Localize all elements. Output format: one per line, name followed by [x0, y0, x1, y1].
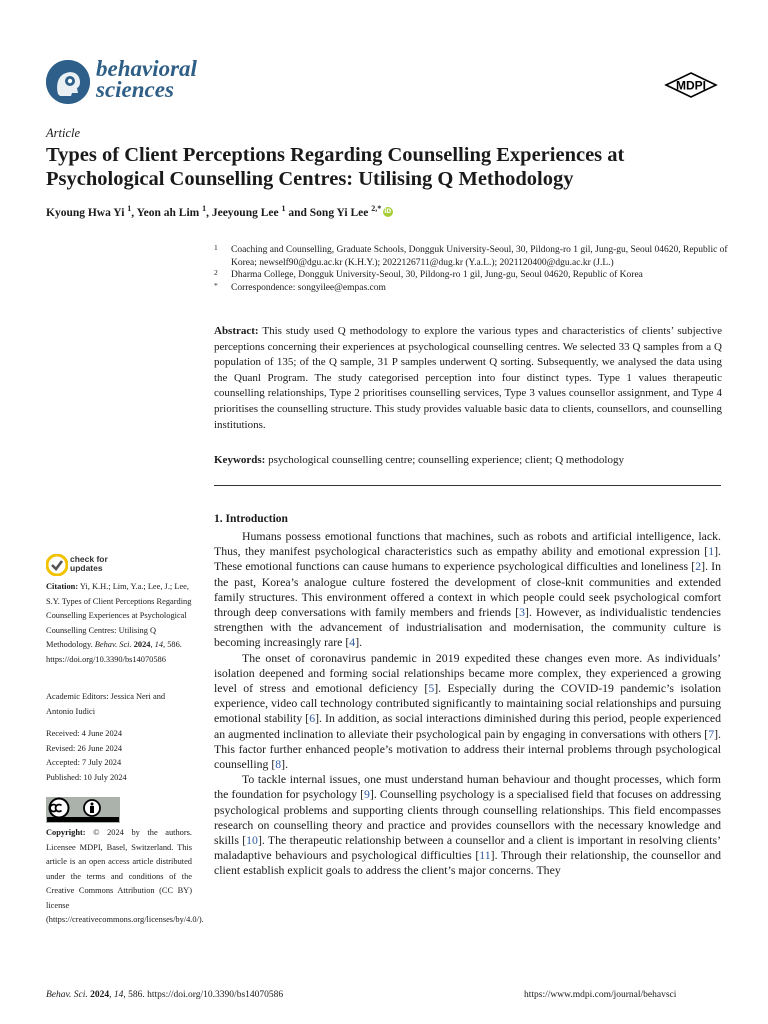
author-separator: ,	[206, 206, 212, 219]
publisher-name: MDPI	[676, 78, 706, 93]
body-text	[214, 529, 721, 879]
journal-logo-icon	[46, 60, 90, 104]
body-text-run: The onset of coronavirus pandemic in 2019 expedited these changes even more. As individuals’ isolation deepened and forming social relationships became more complex, they experienced a growing level of stress and emotional deficiency [	[214, 650, 721, 696]
body-text-run: Humans possess emotional functions that machines, such as robots and artificial intelligence, lack. Thus, they manifest psychological characteristics such as empathy ability and emotional expression [	[214, 529, 721, 559]
citation-journal: Behav. Sci.	[94, 640, 132, 649]
body-text-run: ]. However, as individualistic tendencies strengthen with the advancement of industrialisation and modernisation, the community culture is becoming increasingly rare [	[214, 605, 722, 650]
footer-journal-url[interactable]: https://www.mdpi.com/journal/behavsci	[524, 990, 677, 1000]
keywords	[214, 453, 722, 468]
body-text-run: ]. Through their relationship, the counsellor and client establish explicit goals to address the client’s major concerns. They	[214, 848, 721, 878]
body-paragraph	[214, 651, 721, 773]
reference-link[interactable]: 10	[246, 833, 258, 848]
citation-year: 2024	[131, 640, 151, 649]
reference-link[interactable]: 9	[364, 787, 370, 802]
copyright-text: © 2024 by the authors. Licensee MDPI, Basel, Switzerland. This article is an open access article distributed under the terms and conditions of the Creative Commons Attribution (CC BY) license (https://creativecommons.org/licenses/by/4.0/).	[46, 828, 204, 924]
date-accepted: Accepted: 7 July 2024	[46, 758, 122, 767]
reference-link[interactable]: 5	[428, 681, 435, 696]
journal-name	[96, 58, 197, 100]
footer-citation	[46, 990, 283, 1000]
copyright-label: Copyright:	[46, 828, 86, 837]
abstract-text: This study used Q methodology to explore the various types and characteristics of clients’ subjective perceptions concerning their experiences at psychological counselling centres. We selected 33 Q samples from a Q population of 135; of the Q sample, 31 P samples underwent Q sorting. Subsequently, we analysed the data using the Quanl Program. The study categorised perception into four distinct types. Type 1 values therapeutic counselling relationships, Type 2 prioritises counselling services, Type 3 values counsellor assignment, and Type 4 prioritises the counselling structure. This study provides valuable basic data to clients, counsellors, and counselling institutions.	[214, 325, 722, 431]
check-updates-line2: updates	[70, 563, 103, 573]
author-affil-mark: 1	[127, 204, 132, 213]
affiliation-item	[214, 269, 734, 282]
body-text-run: ]. In addition, as social interactions diminished during this period, people experienced an augmented inclination to alleviate their psychological pain by engaging in conversations with others [	[214, 711, 722, 741]
reference-link[interactable]: 6	[309, 711, 316, 726]
page-title: Types of Client Perceptions Regarding Counselling Experiences at Psychological Counselling Centres: Utilising Q Methodology	[46, 144, 625, 190]
reference-link[interactable]: 7	[708, 726, 715, 741]
reference-link[interactable]: 8	[275, 757, 282, 772]
body-text-run: ]. Especially during the COVID-19 pandemic’s isolation experience, video call technology contributed significantly to maintaining social relationships and pursuing emotional stability [	[214, 681, 721, 726]
author-name[interactable]: Kyoung Hwa Yi	[46, 206, 125, 219]
citation-doi[interactable]: , 586. https://doi.org/10.3390/bs14070586	[46, 640, 182, 664]
citation-text: Yi, K.H.; Lim, Y.a.; Lee, J.; Lee, S.Y. Types of Client Perceptions Regarding Counselling Experiences at Psychological Counselling Centres: Utilising Q Methodology.	[46, 582, 192, 649]
footer-volume: , 14	[109, 990, 124, 1000]
reference-link[interactable]: 1	[708, 544, 715, 559]
body-text-run: ]. The therapeutic relationship between a counsellor and a client is important in resolving clients’ maladaptive behaviours and psychological difficulties [	[214, 833, 721, 863]
author-list	[46, 204, 393, 219]
reference-link[interactable]: 2	[695, 559, 702, 574]
check-updates-label	[70, 555, 130, 573]
author-affil-mark: 1	[281, 204, 286, 213]
author-name[interactable]: Song Yi Lee	[309, 206, 369, 219]
divider	[214, 485, 721, 486]
check-updates-icon	[46, 554, 68, 576]
journal-name-line1: behavioral	[96, 56, 197, 81]
author-separator: ,	[131, 206, 137, 219]
keywords-label: Keywords:	[214, 454, 266, 466]
article-type: Article	[46, 126, 81, 140]
affiliation-item	[214, 282, 734, 295]
author-name[interactable]: Yeon ah Lim	[136, 206, 200, 219]
author-affil-mark: 2,*	[371, 204, 382, 213]
body-text-run: To tackle internal issues, one must understand human behaviour and thought processes, which form the foundation for psychology [	[214, 772, 721, 802]
abstract-label: Abstract:	[214, 325, 259, 337]
copyright-notice	[46, 826, 204, 928]
body-text-run: ].	[355, 635, 363, 650]
footer-doi[interactable]: , 586. https://doi.org/10.3390/bs14070586	[123, 990, 284, 1000]
author-separator: and	[285, 206, 310, 219]
cc-by-license-icon[interactable]	[46, 797, 120, 823]
date-published: Published: 10 July 2024	[46, 772, 127, 782]
academic-editors: Academic Editors: Jessica Neri and Antonio Iudici	[46, 692, 166, 716]
citation-volume: , 14	[150, 640, 164, 649]
footer-journal: Behav. Sci.	[46, 990, 88, 1000]
body-text-run: ]. In the past, Korea’s analogue culture fostered the development of close-knit communities and extended family structures. This environment offered a context in which people could seek psychological comfort through deep conversations with family members and friends [	[214, 559, 722, 620]
body-paragraph	[214, 772, 721, 878]
check-updates-line1: check for	[70, 554, 108, 564]
affiliation-text: Coaching and Counselling, Graduate Schools, Dongguk University-Seoul, 30, Pildong-ro 1 gil, Jung-gu, Seoul 04620, Republic of Korea; newself90@dgu.ac.kr (K.H.Y.); 2022126711@dug.kr (Y.a.L.); 2021120400@dgu.ac.kr (J.L.)	[231, 245, 728, 268]
journal-name-line2: sciences	[96, 77, 174, 102]
correspondence-text: Correspondence: songyilee@empas.com	[231, 282, 386, 293]
body-paragraph	[214, 529, 721, 651]
body-text-run: ].	[281, 757, 289, 772]
affiliations	[214, 244, 734, 294]
section-heading: 1. Introduction	[214, 513, 288, 525]
citation	[46, 580, 192, 667]
footer-year: 2024	[87, 990, 110, 1000]
keywords-text: psychological counselling centre; counselling experience; client; Q methodology	[265, 454, 624, 466]
citation-label: Citation:	[46, 582, 79, 591]
affiliation-number: 1	[214, 243, 218, 252]
reference-link[interactable]: 4	[349, 635, 356, 650]
author-name[interactable]: Jeeyoung Lee	[211, 206, 279, 219]
mdpi-logo-icon	[664, 72, 718, 98]
abstract	[214, 324, 722, 433]
affiliation-number: 2	[214, 268, 218, 277]
affiliation-number: *	[214, 280, 218, 290]
date-received: Received: 4 June 2024	[46, 729, 123, 738]
affiliation-item	[214, 244, 734, 269]
author-affil-mark: 1	[202, 204, 207, 213]
orcid-icon[interactable]	[383, 207, 393, 217]
publication-dates	[46, 727, 192, 785]
body-text-run: ]. This factor further enhanced people’s motivation to address their internal problems through psychological counselling [	[214, 726, 721, 772]
reference-link[interactable]: 3	[519, 605, 526, 620]
body-text-run: ]. Counselling psychology is a specialised field that focuses on addressing psychological problems and supporting clients through counselling relationships. This field encompasses research on counselling theory and practice and provides counsellors with the necessary knowledge and skills [	[214, 787, 721, 848]
reference-link[interactable]: 11	[479, 848, 491, 863]
affiliation-text: Dharma College, Dongguk University-Seoul, 30, Pildong-ro 1 gil, Jung-gu, Seoul 04620, Republic of Korea	[231, 270, 643, 280]
body-text-run: ]. These emotional functions can cause humans to experience psychological difficulties and loneliness [	[214, 544, 721, 574]
date-revised: Revised: 26 June 2024	[46, 743, 123, 753]
publisher-logo	[664, 72, 718, 103]
